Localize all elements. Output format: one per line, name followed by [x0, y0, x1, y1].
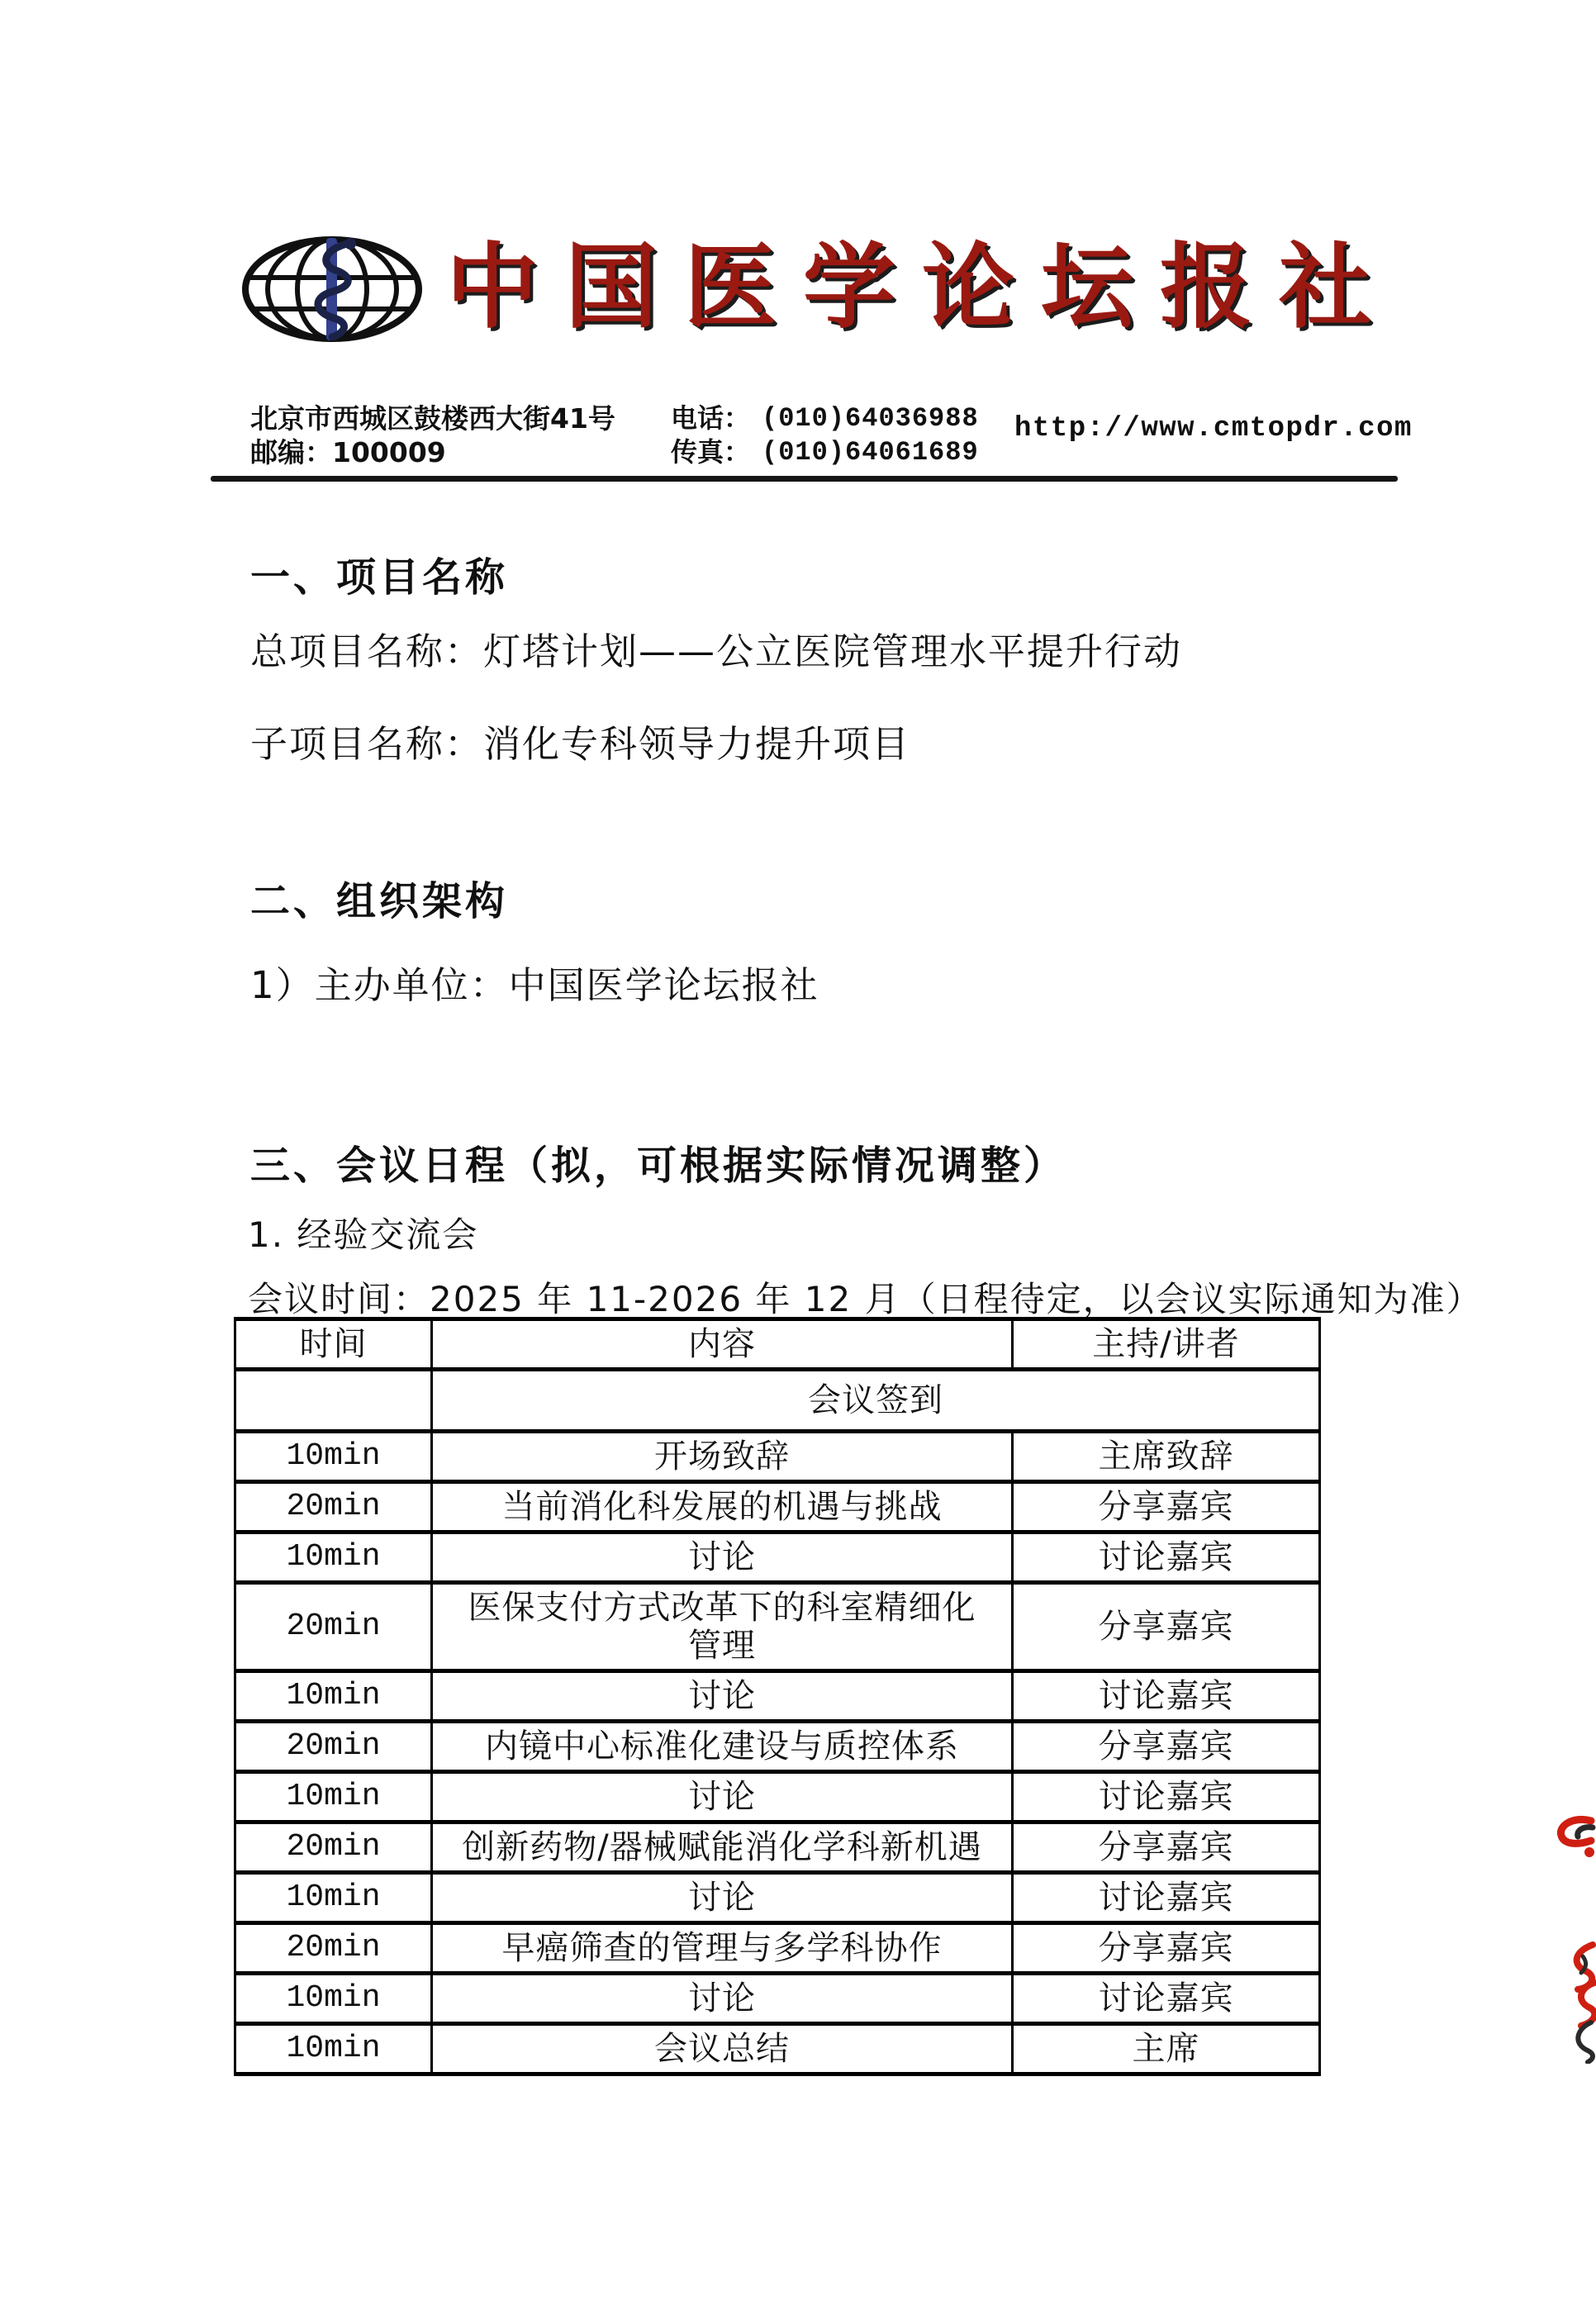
agenda-cell-host: 分享嘉宾: [1013, 1923, 1320, 1974]
fax-number: (010)64061689: [762, 437, 979, 468]
globe-snake-logo-icon: [240, 235, 425, 344]
agenda-cell-time: 10min: [235, 1974, 432, 2024]
agenda-cell-host: 讨论嘉宾: [1013, 1974, 1320, 2024]
meeting-type-line: 1. 经验交流会: [248, 1214, 479, 1255]
letterhead-info-row: [0, 402, 1596, 481]
agenda-cell-time: 20min: [235, 1822, 432, 1873]
agenda-row: [235, 1533, 1320, 1583]
agenda-cell-content: 讨论: [432, 1974, 1013, 2024]
agenda-row: [235, 1873, 1320, 1923]
agenda-cell-content: 讨论: [432, 1873, 1013, 1923]
agenda-cell-time: 20min: [235, 1583, 432, 1671]
agenda-cell-content: 讨论: [432, 1671, 1013, 1722]
agenda-cell-time: 20min: [235, 1923, 432, 1974]
agenda-row: [235, 1482, 1320, 1533]
agenda-cell-time: 10min: [235, 2024, 432, 2074]
agenda-row: [235, 1822, 1320, 1873]
agenda-row: [235, 2024, 1320, 2074]
agenda-row: [235, 1432, 1320, 1482]
org-title: 中国医学论坛报社: [446, 233, 1398, 341]
agenda-cell-content: 创新药物/器械赋能消化学科新机遇: [432, 1822, 1013, 1873]
agenda-cell-host: 讨论嘉宾: [1013, 1873, 1320, 1923]
letterhead-divider: [211, 476, 1398, 482]
agenda-cell-content: 开场致辞: [432, 1432, 1013, 1482]
agenda-cell-time: 10min: [235, 1432, 432, 1482]
agenda-row: [235, 1722, 1320, 1772]
agenda-cell-host: 讨论嘉宾: [1013, 1671, 1320, 1722]
signin-cell: 会议签到: [432, 1370, 1320, 1432]
agenda-cell-content: 医保支付方式改革下的科室精细化管理: [432, 1583, 1013, 1671]
agenda-cell-host: 主席致辞: [1013, 1432, 1320, 1482]
address-block: [250, 402, 615, 469]
website-url: http://www.cmtopdr.com: [1014, 413, 1413, 444]
col-header-time: 时间: [235, 1319, 432, 1370]
section1-heading: 一、项目名称: [250, 554, 509, 601]
agenda-header-row: [235, 1319, 1320, 1370]
fax-line: [671, 435, 979, 469]
agenda-cell-content: 讨论: [432, 1533, 1013, 1583]
agenda-cell-content: 会议总结: [432, 2024, 1013, 2074]
meeting-time-line: 会议时间：2025 年 11-2026 年 12 月（日程待定，以会议实际通知为准）: [248, 1279, 1483, 1319]
agenda-row: [235, 1772, 1320, 1822]
agenda-cell-host: 分享嘉宾: [1013, 1583, 1320, 1671]
section2-heading: 二、组织架构: [250, 878, 509, 924]
phone-number: (010)64036988: [762, 403, 979, 434]
agenda-cell-host: 分享嘉宾: [1013, 1482, 1320, 1533]
agenda-cell-content: 讨论: [432, 1772, 1013, 1822]
agenda-cell-content: 当前消化科发展的机遇与挑战: [432, 1482, 1013, 1533]
phone-label: 电话：: [671, 402, 751, 434]
agenda-cell-content: 内镜中心标准化建设与质控体系: [432, 1722, 1013, 1772]
agenda-row: [235, 1671, 1320, 1722]
agenda-cell-time: 10min: [235, 1873, 432, 1923]
postcode-line: 邮编：100009: [250, 436, 446, 468]
agenda-cell-host: 分享嘉宾: [1013, 1722, 1320, 1772]
agenda-table: [234, 1317, 1321, 2076]
fax-label: 传真：: [671, 436, 751, 468]
subproject-name-line: 子项目名称：消化专科领导力提升项目: [250, 722, 911, 766]
agenda-cell-host: 讨论嘉宾: [1013, 1533, 1320, 1583]
section3-heading: 三、会议日程（拟，可根据实际情况调整）: [250, 1143, 1067, 1189]
organizer-line: 1）主办单位：中国医学论坛报社: [250, 963, 819, 1007]
agenda-row: [235, 1583, 1320, 1671]
agenda-rows: [235, 1319, 1320, 2074]
agenda-cell-host: 主席: [1013, 2024, 1320, 2074]
agenda-cell-time: 20min: [235, 1482, 432, 1533]
agenda-row: [235, 1974, 1320, 2024]
phone-block: [671, 402, 979, 469]
agenda-row: [235, 1923, 1320, 1974]
stamp-artifact-top: [1533, 1814, 1596, 1884]
signin-empty-cell: [235, 1370, 432, 1432]
agenda-cell-content: 早癌筛查的管理与多学科协作: [432, 1923, 1013, 1974]
col-header-content: 内容: [432, 1319, 1013, 1370]
agenda-cell-time: 20min: [235, 1722, 432, 1772]
stamp-artifact-bottom: [1558, 1940, 1596, 2064]
col-header-host: 主持/讲者: [1013, 1319, 1320, 1370]
address-line: 北京市西城区鼓楼西大街41号: [250, 402, 615, 435]
agenda-cell-time: 10min: [235, 1533, 432, 1583]
agenda-cell-host: 讨论嘉宾: [1013, 1772, 1320, 1822]
agenda-cell-host: 分享嘉宾: [1013, 1822, 1320, 1873]
project-name-line: 总项目名称：灯塔计划——公立医院管理水平提升行动: [250, 630, 1183, 673]
agenda-cell-time: 10min: [235, 1671, 432, 1722]
phone-line: [671, 402, 979, 435]
agenda-cell-time: 10min: [235, 1772, 432, 1822]
signin-row: [235, 1370, 1320, 1432]
